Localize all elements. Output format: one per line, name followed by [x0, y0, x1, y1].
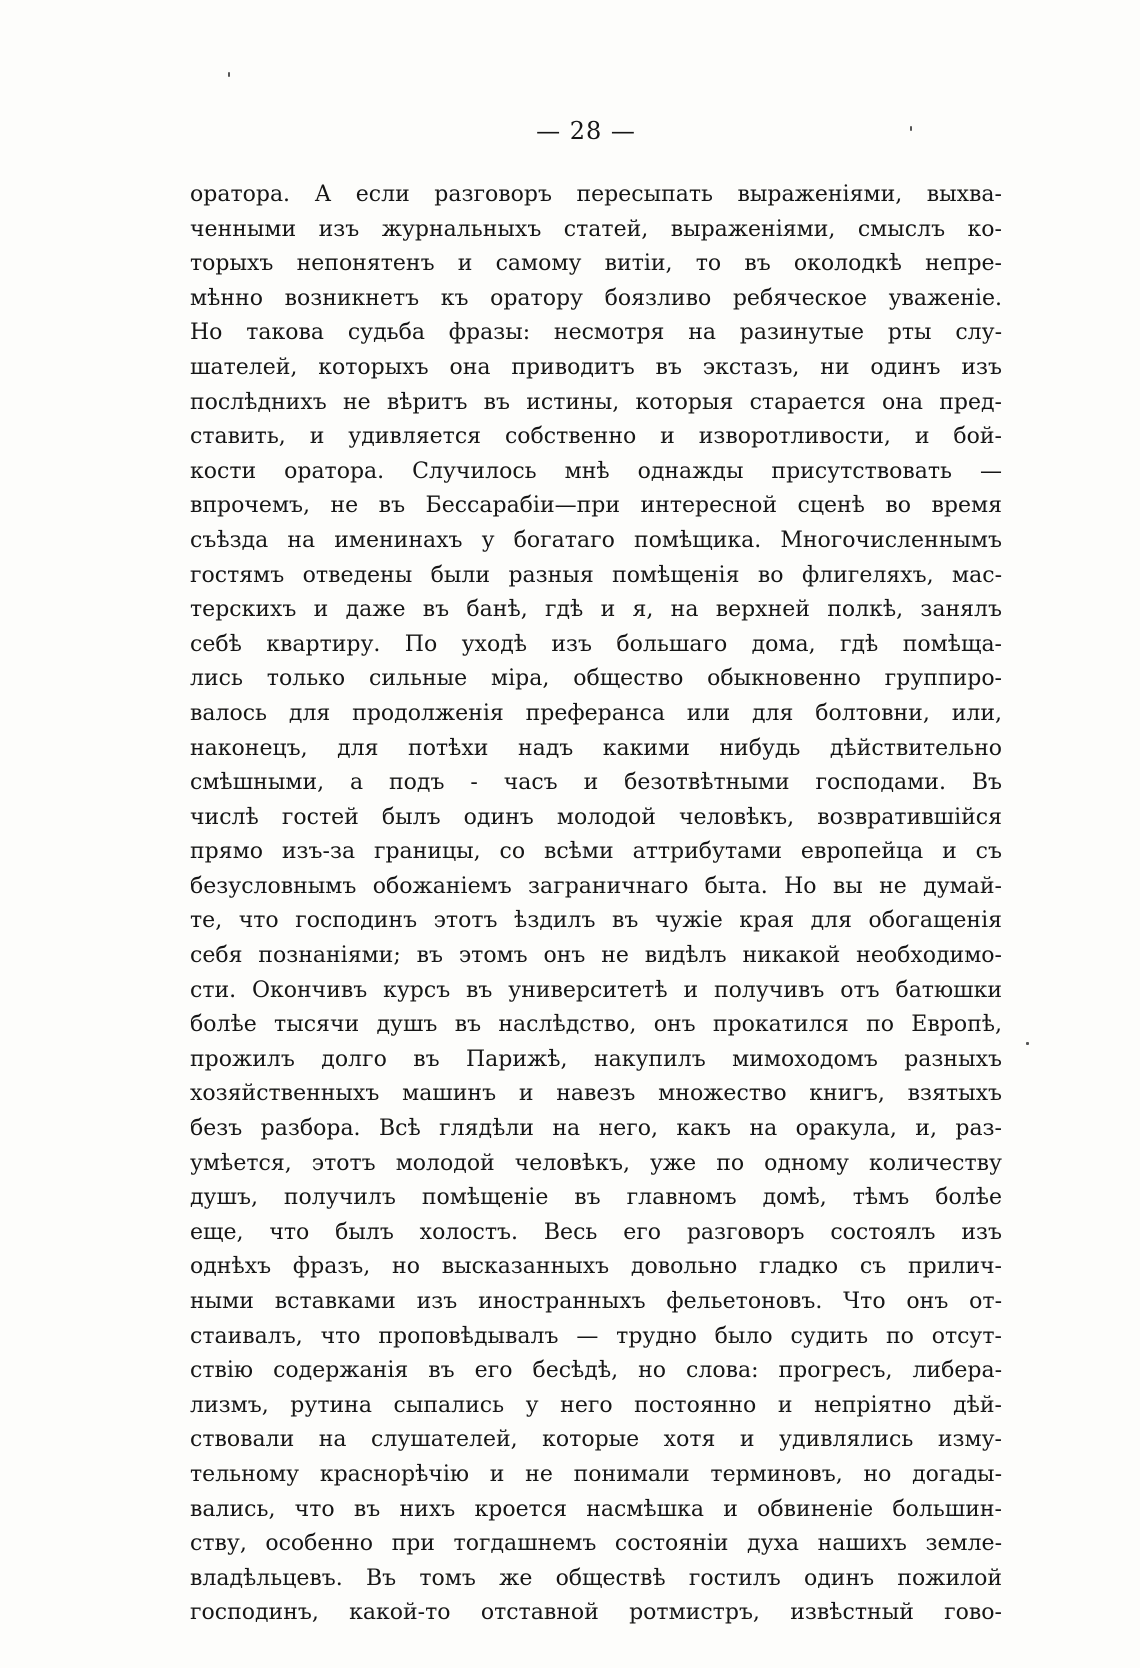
text-line: лизмъ, рутина сыпались у него постоянно и непріятно дѣй-	[190, 1392, 1002, 1418]
text-line: те, что господинъ этотъ ѣздилъ въ чужіе края для обогащенія	[190, 908, 1002, 934]
text-line: себя познаніями; въ этомъ онъ не видѣлъ никакой необходимо-	[190, 943, 1002, 969]
text-line: Но такова судьба фразы: несмотря на разинутые рты слу-	[190, 320, 1002, 346]
text-line: ству, особенно при тогдашнемъ состояніи духа нашихъ земле-	[190, 1531, 1002, 1557]
text-line: безусловнымъ обожаніемъ заграничнаго быта. Но вы не думай-	[190, 873, 1002, 899]
text-line: ствовали на слушателей, которые хотя и удивлялись изму-	[190, 1427, 1002, 1453]
text-line: послѣднихъ не вѣритъ въ истины, которыя старается она пред-	[190, 389, 1002, 415]
text-line: безъ разбора. Всѣ глядѣли на него, какъ на оракула, и, раз-	[190, 1116, 1002, 1142]
text-line: однѣхъ фразъ, но высказанныхъ довольно гладко съ прилич-	[190, 1254, 1002, 1280]
text-line: вались, что въ нихъ кроется насмѣшка и обвиненіе большин-	[190, 1496, 1002, 1522]
text-line: хозяйственныхъ машинъ и навезъ множество книгъ, взятыхъ	[190, 1081, 1002, 1107]
text-line: числѣ гостей былъ одинъ молодой человѣкъ, возвратившійся	[190, 804, 1002, 830]
text-line: душъ, получилъ помѣщеніе въ главномъ домѣ, тѣмъ болѣе	[190, 1185, 1002, 1211]
page-number: — 28 —	[536, 117, 636, 145]
text-line: гостямъ отведены были разныя помѣщенія во флигеляхъ, мас-	[190, 562, 1002, 588]
text-line: мѣнно возникнетъ къ оратору боязливо ребяческое уваженіе.	[190, 285, 1002, 311]
text-line: смѣшными, а подъ - часъ и безотвѣтными господами. Въ	[190, 770, 1002, 796]
text-line: торыхъ непонятенъ и самому витіи, то въ околодкѣ непре-	[190, 251, 1002, 277]
text-line: ными вставками изъ иностранныхъ фельетоновъ. Что онъ от-	[190, 1289, 1002, 1314]
print-speck	[228, 72, 230, 77]
text-line: сти. Окончивъ курсъ въ университетѣ и получивъ отъ батюшки	[190, 977, 1002, 1003]
text-line: ствію содержанія въ его бесѣдѣ, но слова: прогресъ, либера-	[190, 1358, 1002, 1384]
text-line: себѣ квартиру. По уходѣ изъ большаго дома, гдѣ помѣща-	[190, 631, 1002, 657]
text-line: тельному краснорѣчію и не понимали терминовъ, но догады-	[190, 1461, 1002, 1487]
text-line: еще, что былъ холостъ. Весь его разговоръ состоялъ изъ	[190, 1219, 1002, 1245]
text-line: прямо изъ-за границы, со всѣми аттрибутами европейца и съ	[190, 839, 1002, 865]
text-line: съѣзда на именинахъ у богатаго помѣщика. Многочисленнымъ	[190, 527, 1002, 553]
text-line: оратора. А если разговоръ пересыпать выраженіями, выхва-	[190, 182, 1002, 207]
text-line: терскихъ и даже въ банѣ, гдѣ и я, на верхней полкѣ, занялъ	[190, 597, 1002, 623]
text-line: владѣльцевъ. Въ томъ же обществѣ гостилъ одинъ пожилой	[190, 1565, 1002, 1591]
text-line: шателей, которыхъ она приводитъ въ экстазъ, ни одинъ изъ	[190, 354, 1002, 380]
text-line: болѣе тысячи душъ въ наслѣдство, онъ прокатился по Европѣ,	[190, 1012, 1002, 1038]
text-line: впрочемъ, не въ Бессарабіи—при интересной сценѣ во время	[190, 493, 1002, 519]
body-text	[190, 178, 1002, 1631]
print-speck	[1026, 1042, 1029, 1045]
text-line: лись только сильные міра, общество обыкновенно группиро-	[190, 666, 1002, 692]
text-line: валось для продолженія преферанса или для болтовни, или,	[190, 700, 1002, 726]
text-line: стаивалъ, что проповѣдывалъ — трудно было судить по отсут-	[190, 1323, 1002, 1349]
text-line: прожилъ долго въ Парижѣ, накупилъ мимоходомъ разныхъ	[190, 1046, 1002, 1072]
text-line: ставить, и удивляется собственно и изворотливости, и бой-	[190, 424, 1002, 450]
text-line: кости оратора. Случилось мнѣ однажды присутствовать —	[190, 458, 1002, 484]
text-line: наконецъ, для потѣхи надъ какими нибудь дѣйствительно	[190, 735, 1002, 761]
text-line: господинъ, какой-то отставной ротмистръ, извѣстный гово-	[190, 1600, 1002, 1626]
text-line: ченными изъ журнальныхъ статей, выраженіями, смыслъ ко-	[190, 216, 1002, 242]
text-line: умѣется, этотъ молодой человѣкъ, уже по одному количеству	[190, 1150, 1002, 1176]
